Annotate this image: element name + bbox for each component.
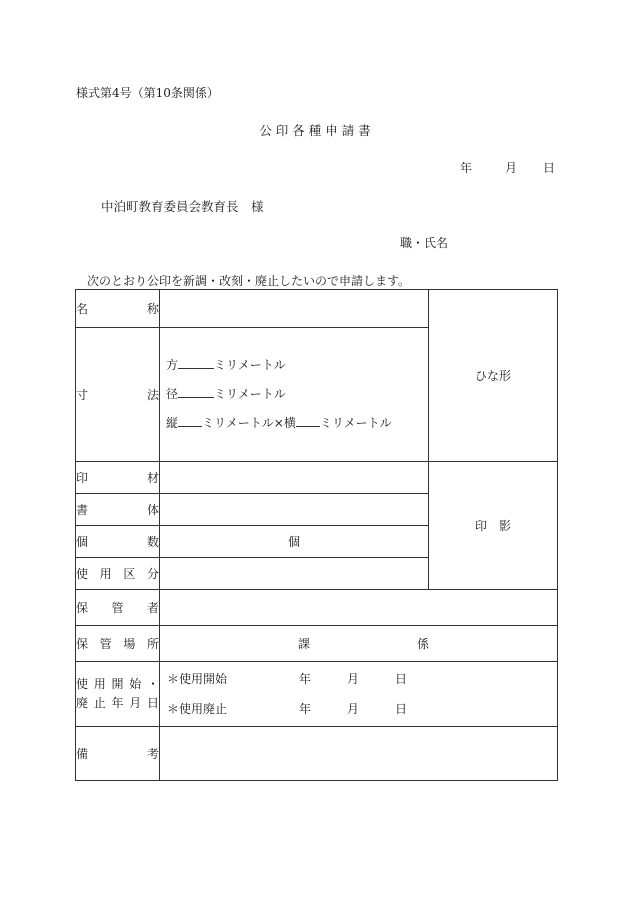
material-field[interactable] — [160, 462, 429, 494]
end-date-line[interactable] — [167, 694, 557, 724]
label-material — [76, 462, 160, 494]
label-char: 日 — [146, 696, 159, 710]
dim-square-label: 方 — [166, 358, 179, 372]
dimension-field — [160, 328, 429, 462]
storage-unit-label: 係 — [416, 637, 429, 651]
start-year-label: 年 — [299, 672, 312, 686]
label-char: 数 — [146, 535, 159, 549]
impression-label: 印 影 — [474, 519, 511, 533]
label-char: 区 — [123, 567, 136, 581]
dim-diameter-unit: ミリメートル — [214, 387, 286, 401]
label-char: 個 — [76, 535, 89, 549]
preview-label: ひな形 — [474, 369, 511, 383]
dim-rect-line — [166, 409, 428, 438]
label-custodian — [76, 590, 160, 626]
label-char: 法 — [146, 388, 159, 402]
label-font — [76, 494, 160, 526]
label-char: 止 — [93, 696, 106, 710]
row-storage — [76, 626, 558, 662]
label-char: 備 — [76, 747, 89, 761]
date-month-label: 月 — [505, 161, 518, 175]
row-usage-dates — [76, 662, 558, 727]
storage-field[interactable] — [160, 626, 558, 662]
end-year-label: 年 — [299, 702, 312, 716]
label-char: 者 — [146, 601, 159, 615]
addressee: 中泊町教育委員会教育長 様 — [101, 199, 264, 214]
label-char: ・ — [146, 677, 159, 691]
start-day-label: 日 — [395, 672, 408, 686]
form-number: 様式第4号（第10条関係） — [76, 86, 219, 100]
end-month-label: 月 — [347, 702, 360, 716]
label-remarks — [76, 727, 160, 781]
label-char: 年 — [111, 696, 124, 710]
dim-square-line — [166, 351, 428, 380]
label-char: 印 — [76, 471, 89, 485]
dim-horizontal-input[interactable] — [296, 414, 320, 427]
label-char: 体 — [146, 503, 159, 517]
label-char: 始 — [129, 677, 142, 691]
start-date-line[interactable] — [167, 664, 557, 694]
dim-square-input[interactable] — [178, 356, 214, 369]
label-dimension — [76, 328, 160, 462]
storage-section-label: 課 — [298, 637, 311, 651]
remarks-field[interactable] — [160, 727, 558, 781]
dim-square-unit: ミリメートル — [214, 358, 286, 372]
label-char: 開 — [111, 677, 124, 691]
preview-box[interactable] — [429, 290, 558, 462]
label-char: 用 — [99, 567, 112, 581]
label-char: 考 — [146, 747, 159, 761]
label-usage-dates — [76, 662, 160, 727]
usage-category-field[interactable] — [160, 558, 429, 590]
dim-diameter-line — [166, 380, 428, 409]
row-name — [76, 290, 558, 328]
name-field[interactable] — [160, 290, 429, 328]
dim-diameter-input[interactable] — [178, 385, 214, 398]
label-char: 分 — [146, 567, 159, 581]
label-char: 保 — [76, 601, 89, 615]
custodian-field[interactable] — [160, 590, 558, 626]
applicant-label: 職・氏名 — [400, 236, 449, 250]
dim-horizontal-unit: ミリメートル — [319, 416, 392, 430]
label-char: 材 — [146, 471, 159, 485]
application-table — [75, 289, 558, 781]
label-char: 場 — [123, 637, 136, 651]
label-char: 使 — [76, 677, 89, 691]
start-label: ＊使用開始 — [167, 672, 228, 686]
label-char: 使 — [76, 567, 89, 581]
start-month-label: 月 — [347, 672, 360, 686]
row-material — [76, 462, 558, 494]
date-day-label: 日 — [543, 161, 556, 175]
font-field[interactable] — [160, 494, 429, 526]
label-char: 称 — [146, 302, 159, 316]
row-remarks — [76, 727, 558, 781]
dim-vertical-label: 縦 — [166, 416, 179, 430]
dim-diameter-label: 径 — [166, 387, 179, 401]
label-quantity — [76, 526, 160, 558]
end-label: ＊使用廃止 — [167, 702, 228, 716]
label-char: 用 — [93, 677, 106, 691]
label-char: 寸 — [76, 388, 89, 402]
page-title: 公 印 各 種 申 請 書 — [259, 123, 371, 138]
label-char: 管 — [111, 601, 124, 615]
label-char: 書 — [76, 503, 89, 517]
label-char: 廃 — [76, 696, 89, 710]
usage-dates-field — [160, 662, 558, 727]
label-usage-category — [76, 558, 160, 590]
label-char: 月 — [129, 696, 142, 710]
quantity-unit: 個 — [287, 535, 300, 549]
date-year-label: 年 — [460, 161, 473, 175]
intro-text: 次のとおり公印を新調・改刻・廃止したいので申請します。 — [87, 274, 411, 288]
label-char: 名 — [76, 302, 89, 316]
label-name — [76, 290, 160, 328]
label-storage — [76, 626, 160, 662]
date-line — [460, 159, 555, 176]
dim-vertical-unit: ミリメートル×横 — [202, 416, 296, 430]
dim-vertical-input[interactable] — [178, 414, 202, 427]
label-char: 管 — [99, 637, 112, 651]
label-char: 所 — [146, 637, 159, 651]
row-custodian — [76, 590, 558, 626]
impression-box[interactable] — [429, 462, 558, 590]
quantity-field[interactable] — [160, 526, 429, 558]
end-day-label: 日 — [395, 702, 408, 716]
label-char: 保 — [76, 637, 89, 651]
